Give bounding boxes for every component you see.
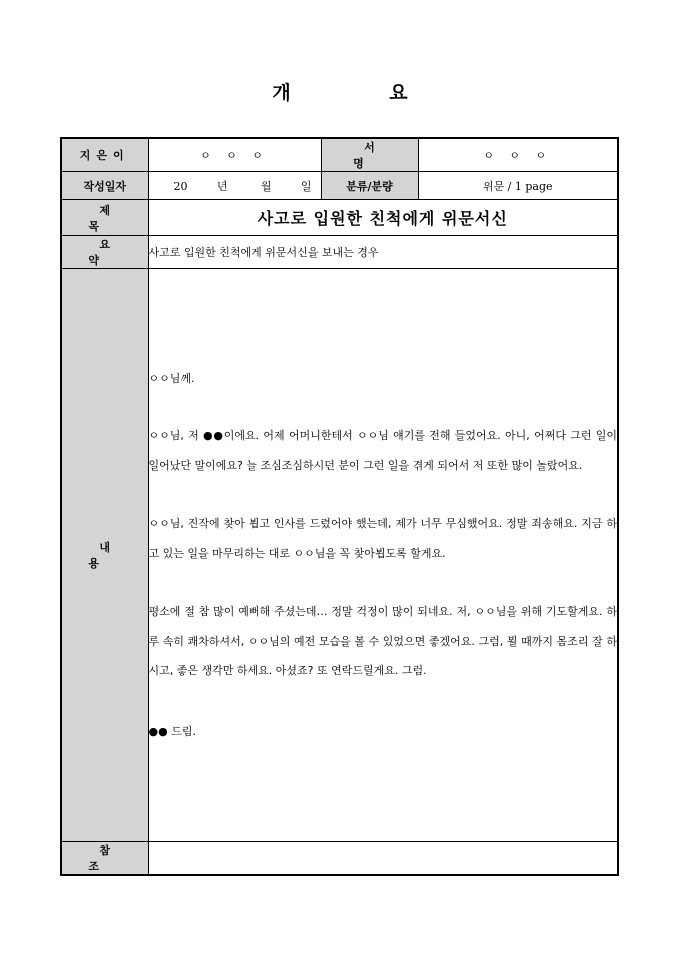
letter-paragraph-2: ㅇㅇ님, 진작에 찾아 뵙고 인사를 드렸어야 했는데, 제가 너무 무심했어요. 정말 죄송해요. 지금 하고 있는 일을 마무리하는 대로 ㅇㅇ님을 꼭 찾아뵙도록 할게요. bbox=[148, 517, 617, 560]
summary-label: 요 약 bbox=[61, 236, 148, 269]
letter-greeting: ㅇㅇ님께. bbox=[148, 371, 195, 385]
reference-value bbox=[148, 842, 618, 876]
summary-row bbox=[61, 236, 618, 269]
date-month-unit: 월 bbox=[260, 179, 272, 193]
content-body bbox=[148, 269, 618, 842]
reference-row bbox=[61, 842, 618, 876]
signature-value: ㅇ ㅇ ㅇ bbox=[418, 138, 618, 172]
date-day-unit: 일 bbox=[300, 179, 312, 193]
subject-label: 제 목 bbox=[61, 200, 148, 236]
subject-row bbox=[61, 200, 618, 236]
subject-value: 사고로 입원한 친척에게 위문서신 bbox=[148, 200, 618, 236]
author-value: ㅇ ㅇ ㅇ bbox=[148, 138, 321, 172]
letter-signoff: ●● 드림. bbox=[148, 724, 196, 738]
document-form-table bbox=[60, 137, 619, 876]
letter-paragraph-1: ㅇㅇ님, 저 ●●이에요. 어제 어머니한테서 ㅇㅇ님 얘기를 전해 들었어요. 아니, 어쩌다 그런 일이 일어났단 말이에요? 늘 조심조심하시던 분이 그런 일을 겪게 되어서 저 또한 많이 놀랐어요. bbox=[148, 429, 617, 472]
letter-paragraph-3: 평소에 절 참 많이 예뻐해 주셨는데… 정말 걱정이 많이 되네요. 저, ㅇㅇ님을 위해 기도할게요. 하루 속히 쾌차하셔서, ㅇㅇ님의 예전 모습을 볼 수 있었으면 좋겠어요. 그럼, 뵐 때까지 몸조리 잘 하시고, 좋은 생각만 하세요. 아셨죠? 또 연락드릴게요. 그럼. bbox=[148, 605, 617, 678]
reference-label: 참 조 bbox=[61, 842, 148, 876]
date-label: 작성일자 bbox=[61, 172, 148, 200]
date-value bbox=[148, 172, 321, 200]
category-label: 분류/분량 bbox=[321, 172, 418, 200]
category-value: 위문 / 1 page bbox=[418, 172, 618, 200]
author-row bbox=[61, 138, 618, 172]
content-label: 내 용 bbox=[61, 269, 148, 842]
document-title: 개 요 bbox=[272, 82, 454, 104]
date-row bbox=[61, 172, 618, 200]
summary-value: 사고로 입원한 친척에게 위문서신을 보내는 경우 bbox=[148, 236, 618, 269]
signature-label: 서 명 bbox=[321, 138, 418, 172]
date-year: 20 bbox=[173, 179, 188, 193]
date-year-unit: 년 bbox=[216, 179, 228, 193]
content-row bbox=[61, 269, 618, 842]
author-label: 지은이 bbox=[61, 138, 148, 172]
